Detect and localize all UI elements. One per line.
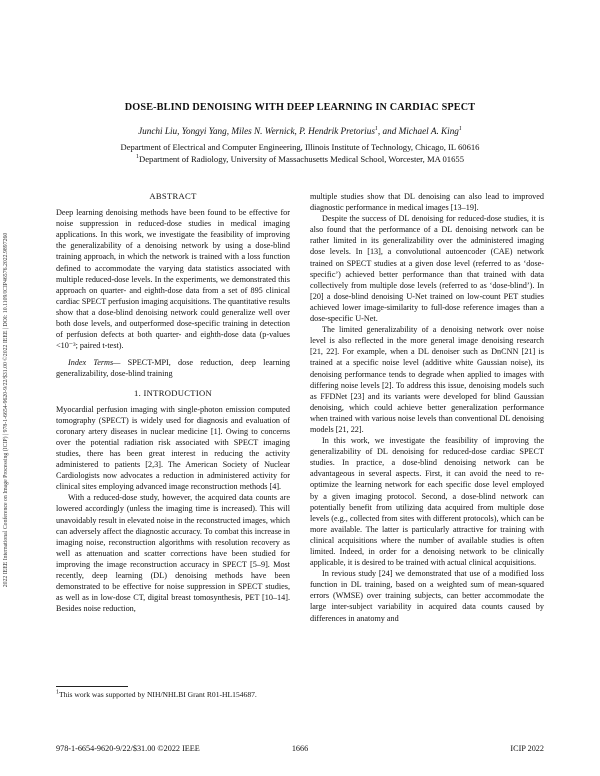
author-last: Michael A. King: [398, 126, 459, 136]
author-sup: 1: [374, 125, 378, 132]
right-paragraph-1: multiple studies show that DL denoising can also lead to improved diagnostic performance in medical images [13–19].: [310, 192, 544, 213]
authors-main: Junchi Liu, Yongyi Yang, Miles N. Wernick, P. Hendrik Pretorius: [138, 126, 375, 136]
left-column: [56, 191, 290, 614]
sidebar-citation: [3, 150, 18, 670]
footnote: [56, 690, 257, 699]
index-terms-text: SPECT-MPI, dose reduction, deep learning generalizability, dose-blind training: [56, 358, 290, 379]
footnote-rule: [56, 686, 128, 687]
footer-right: ICIP 2022: [510, 744, 544, 753]
index-terms-label: Index Terms—: [68, 358, 121, 368]
author-conj: , and: [377, 126, 399, 136]
intro-paragraph-1: Myocardial perfusion imaging with single-photon emission computed tomography (SPECT) is widely used for diagnosis and evaluation of coronary artery diseases in nuclear medicine [1]. Owing to concerns over the potential radiation risk associated with SPECT imaging studies, there has been great interest in reducing the activity administered to patients [2,3]. The American Society of Nuclear Cardiologists now advocates a reduction in administered activity for clinical sites employing advanced image reconstruction methods [4].: [56, 404, 290, 492]
affiliation-1: Department of Electrical and Computer Engineering, Illinois Institute of Technology, Chicago, IL 60616: [120, 142, 480, 152]
index-terms: [56, 357, 290, 379]
author-list: [0, 126, 600, 136]
sidebar-citation-text: 2022 IEEE International Conference on Image Processing (ICIP) | 978-1-6654-9620-9/22/$31.00 ©2022 IEEE | DOI: 10.1109/ICIP46576.2022.9897260: [3, 232, 9, 588]
author-last-sup: 1: [458, 125, 462, 132]
right-paragraph-3: The limited generalizability of a denoising network over noise level is also reflected in the more general image denoising research [21, 22]. For example, when a DL denoiser such as DnCNN [21] is trained at a specific noise level (additive white Gaussian noise), its denoising performance tends to degrade when applied to images with differing noise levels [2]. To address this issue, denoising models such as FFDNet [23] and its variants were developed for blind Gaussian denoising, which could achieve better generalization performance when trained with various noise levels than conventional DL denoising models [21, 22].: [310, 325, 544, 434]
footnote-marker: 1: [56, 689, 59, 696]
intro-paragraph-2: With a reduced-dose study, however, the acquired data counts are lowered accordingly (unless the imaging time is increased). This will unavoidably result in elevated noise in the reconstructed images, which can adversely affect the diagnostic accuracy. To combat this increase in imaging noise, reconstruction algorithms with resolution recovery as well as attenuation and scatter corrections have been studied for improving the image reconstruction accuracy in SPECT [5–9]. Most recently, deep learning (DL) denoising methods have been demonstrated to be effective for noise suppression in SPECT studies, as well as in low-dose CT, digital breast tomosynthesis, PET [10–14]. Besides noise reduction,: [56, 493, 290, 614]
footnote-text: This work was supported by NIH/NHLBI Grant R01-HL154687.: [59, 690, 257, 699]
footer-page-number: 1666: [291, 744, 309, 753]
right-paragraph-2: Despite the success of DL denoising for reduced-dose studies, it is also found that the performance of a DL denoising network can be rather limited in its generalizability over the administered imaging dose levels. In [13], a convolutional autoencoder (CAE) network trained on SPECT studies at a given dose level (referred to as ‘dose-specific’) achieved better performance than that trained with data collectively from multiple dose levels (referred to as ‘dose-blind’). In [20] a dose-blind denoising U-Net trained on low-count PET studies achieved lower image-similarity to full-dose reference images than a dose-specific U-Net.: [310, 214, 544, 324]
abstract-text: Deep learning denoising methods have been found to be effective for noise suppression in reduced-dose studies in medical imaging applications. In this work, we investigate the feasibility of improving the generalizability of a denoising network by using a dose-blind training approach, in which the network is trained with a loss function defined to accommodate the varying data statistics associated with multiple reduced-dose levels. In the experiments, we demonstrated this approach on quarter- and eighth-dose data from a set of 895 clinical cardiac SPECT perfusion imaging acquisitions. The quantitative results show that a dose-blind denoising network could generalize well over both dose levels, and outperformed dose-specific training in detection of perfusion defects at both quarter- and eighth-dose data (p-values <10⁻³; paired t-test).: [56, 208, 290, 351]
right-paragraph-4: In this work, we investigate the feasibility of improving the generalizability of DL denoising for reduced-dose cardiac SPECT studies. In practice, a dose-blind denoising network can be advantageous in several aspects. First, it can avoid the need to re-optimize the learning network for each specific dose level employed by a given imaging protocol. Second, a dose-blind network can potentially benefit from utilizing data acquired from multiple dose levels (e.g., collected from sites with different protocols), which can be more available. The latter is particularly attractive for training with clinical acquisitions where the number of available studies is often limited. Indeed, in order for a denoising network to be clinically applicable, it is desired to be trained with actual clinical acquisitions.: [310, 436, 544, 568]
paper-title: DOSE-BLIND DENOISING WITH DEEP LEARNING IN CARDIAC SPECT: [124, 102, 476, 113]
intro-heading: 1. INTRODUCTION: [133, 387, 213, 398]
affiliation-2-text: Department of Radiology, University of Massachusetts Medical School, Worcester, MA 01655: [139, 154, 464, 164]
footer-left: 978-1-6654-9620-9/22/$31.00 ©2022 IEEE: [56, 744, 200, 753]
affiliation-2-sup: 1: [136, 154, 139, 161]
affiliation-2: [0, 154, 600, 164]
right-column: [310, 191, 544, 624]
abstract-heading: ABSTRACT: [149, 191, 197, 201]
right-paragraph-5: In revious study [24] we demonstrated that use of a modified loss function in DL training, based on a weighted sum of mean-squared errors (WMSE) over training subjects, can better accommodate the large inter-subject variability in acquired data counts caused by differences in anatomy and: [310, 569, 544, 623]
